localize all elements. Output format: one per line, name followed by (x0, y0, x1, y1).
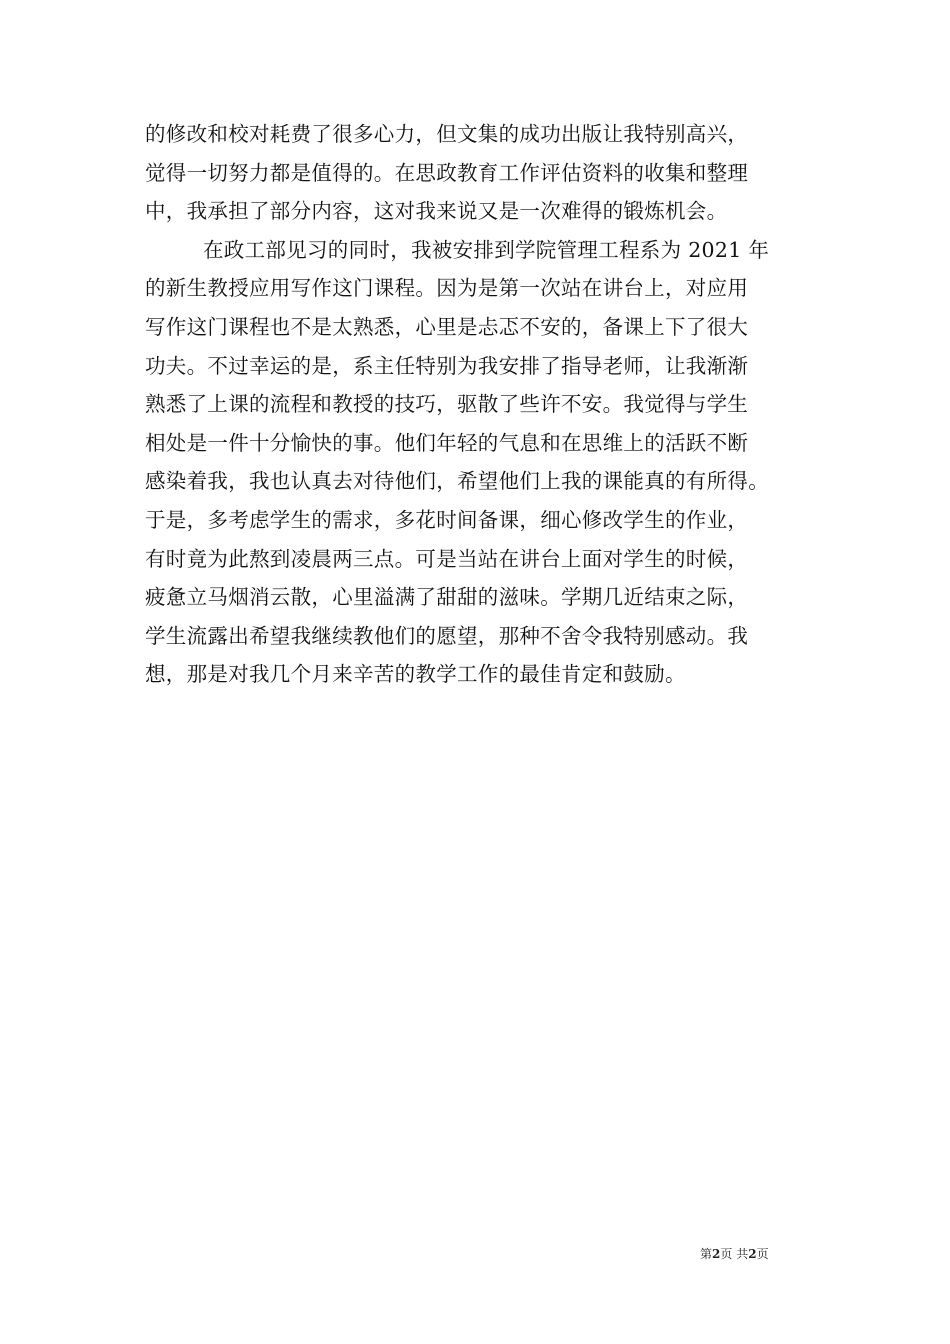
text-line: 学生流露出希望我继续教他们的愿望，那种不舍令我特别感动。我 (145, 623, 749, 648)
text-line: 熟悉了上课的流程和教授的技巧，驱散了些许不安。我觉得与学生 (145, 392, 749, 417)
text-line: 想，那是对我几个月来辛苦的教学工作的最佳肯定和鼓励。 (145, 662, 686, 687)
text-line: 写作这门课程也不是太熟悉，心里是忐忑不安的，备课上下了很大 (145, 314, 749, 339)
total-pages-number: 2 (748, 1247, 757, 1261)
current-page-number: 2 (712, 1247, 721, 1261)
text-line: 疲惫立马烟消云散，心里溢满了甜甜的滋味。学期几近结束之际， (145, 585, 749, 610)
page-number-footer (700, 1246, 830, 1262)
text-line: 有时竟为此熬到凌晨两三点。可是当站在讲台上面对学生的时候， (145, 546, 749, 571)
text-line: 觉得一切努力都是值得的。在思政教育工作评估资料的收集和整理 (145, 160, 749, 185)
footer-middle: 页 共 (720, 1247, 749, 1261)
footer-suffix: 页 (756, 1247, 769, 1261)
text-line: 的新生教授应用写作这门课程。因为是第一次站在讲台上，对应用 (145, 276, 749, 301)
text-line: 功夫。不过幸运的是，系主任特别为我安排了指导老师，让我渐渐 (145, 353, 749, 378)
text-line: 于是，多考虑学生的需求，多花时间备课，细心修改学生的作业， (145, 507, 749, 532)
text-line: 的修改和校对耗费了很多心力，但文集的成功出版让我特别高兴， (145, 122, 749, 146)
text-line: 感染着我，我也认真去对待他们，希望他们上我的课能真的有所得。 (145, 469, 769, 494)
footer-prefix: 第 (700, 1247, 713, 1261)
body-text (145, 115, 825, 694)
text-line: 相处是一件十分愉快的事。他们年轻的气息和在思维上的活跃不断 (145, 430, 749, 455)
paragraph-start-line: 在政工部见习的同时，我被安排到学院管理工程系为 2021 年 (203, 237, 770, 262)
text-line: 中，我承担了部分内容，这对我来说又是一次难得的锻炼机会。 (145, 199, 728, 224)
